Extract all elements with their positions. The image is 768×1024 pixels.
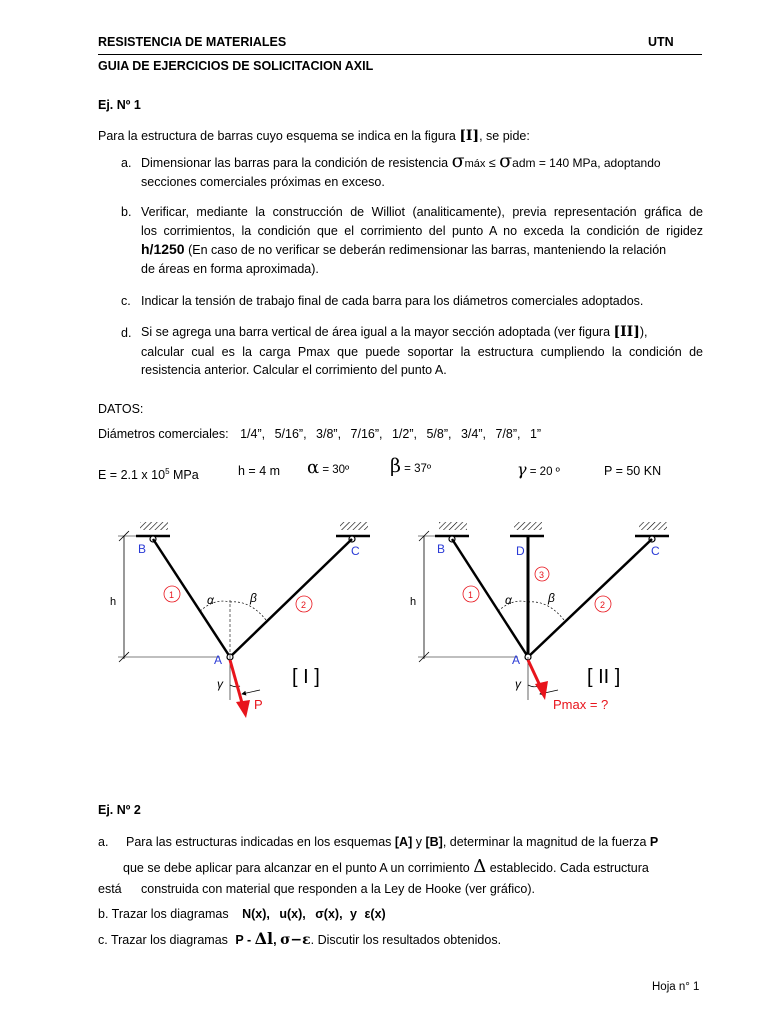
item-d-text1b: ),: [639, 325, 648, 339]
diametro-item: 7/8”,: [495, 427, 521, 441]
alpha-arc: [200, 601, 230, 611]
item-d-line3: resistencia anterior. Calcular el corrimiento del punto A.: [141, 363, 447, 377]
sigma-adm-symbol: σ: [499, 150, 513, 172]
ex2-item-a-line3: construida con material que responden a la Ley de Hooke (ver gráfico).: [141, 882, 535, 896]
diagram-N: N(x),: [242, 907, 270, 921]
intro-end: , se pide:: [479, 129, 530, 143]
sigma-max-symbol: σ: [451, 150, 465, 172]
diametro-item: 3/8”,: [316, 427, 342, 441]
item-a-line2: secciones comerciales próximas en exceso.: [141, 175, 385, 189]
diametro-item: 1”: [529, 427, 542, 441]
figure-I: [100, 515, 390, 725]
scheme-A-ref: [A]: [394, 835, 413, 849]
leq-symbol: ≤: [485, 156, 500, 170]
ex2-item-a-marker: a.: [98, 835, 109, 849]
item-d-line2: calcular cual es la carga Pmax que puede soportar la estructura cumpliendo la condición de: [141, 345, 703, 359]
intro-text: Para la estructura de barras cuyo esquema se indica en la figura: [98, 129, 460, 143]
load-label: P: [254, 697, 263, 712]
alpha-arc: [498, 601, 528, 611]
diametro-item: 1/4”,: [240, 427, 266, 441]
item-b-text3: (En caso de no verificar se deberán redimensionar las barras, manteniendo la relación: [184, 243, 667, 257]
item-a-text: Dimensionar las barras para la condición de resistencia: [141, 156, 452, 170]
label-C: C: [351, 544, 360, 558]
rigidity-condition: h/1250: [141, 241, 185, 257]
item-d-marker: d.: [121, 326, 132, 340]
ex2-item-c: [98, 929, 501, 950]
bar-2-number: 2: [301, 600, 307, 610]
ex2-c-end: . Discutir los resultados obtenidos.: [310, 933, 502, 947]
ex2-c-comma: ,: [273, 933, 281, 947]
diametro-item: 5/8”,: [426, 427, 452, 441]
sigma-adm-value: adm = 140 MPa, adoptando: [512, 156, 661, 170]
exercise-2-title: Ej. Nº 2: [98, 803, 141, 817]
ex2-item-b: [98, 905, 386, 924]
label-C: C: [651, 544, 660, 558]
label-A: A: [512, 653, 521, 667]
gamma-value: [517, 460, 560, 482]
ex2-a-text2: , determinar la magnitud de la fuerza: [442, 835, 650, 849]
sigma-max-sub: máx: [464, 158, 486, 170]
exercise-1-intro: [98, 127, 530, 146]
label-h: h: [410, 596, 417, 608]
diagram-sigma-epsilon: σ−ε: [280, 932, 311, 948]
diametro-item: 1/2”,: [391, 427, 417, 441]
alpha-symbol: α: [307, 457, 320, 478]
beta-number: = 37º: [400, 463, 432, 475]
modulus-label: E = 2.1 x 10: [98, 468, 166, 483]
label-B: B: [437, 542, 446, 556]
figure-ref-II: [II]: [613, 324, 640, 340]
item-b-marker: b.: [121, 205, 132, 219]
label-h: h: [110, 596, 117, 608]
scheme-B-ref: [B]: [425, 835, 443, 849]
figure-II: [400, 515, 700, 725]
figure-I-label: [ I ]: [292, 666, 320, 688]
diametro-item: 5/16”,: [274, 427, 307, 441]
ex2-item-a-line2: [123, 857, 649, 878]
diametros-row: [98, 425, 541, 444]
diagram-u: u(x),: [279, 907, 306, 921]
bar-2: [528, 539, 652, 657]
ex2-a-line2-pre: que se debe aplicar para alcanzar en el punto A un corrimiento: [123, 861, 474, 875]
beta-label: β: [250, 591, 257, 605]
ex2-b-text: b. Trazar los diagramas: [98, 907, 229, 921]
guide-title: GUIA DE EJERCICIOS DE SOLICITACION AXIL: [98, 59, 374, 73]
page-number: Hoja n° 1: [652, 981, 700, 993]
label-B: B: [138, 542, 147, 556]
item-c-text: Indicar la tensión de trabajo final de cada barra para los diámetros comerciales adoptados.: [141, 294, 644, 308]
item-d-text1: Si se agrega una barra vertical de área igual a la mayor sección adoptada (ver figura: [141, 325, 614, 339]
item-c-marker: c.: [121, 294, 131, 308]
ex2-a-line2-post: establecido. Cada estructura: [486, 861, 649, 875]
bar-3-number: 3: [539, 570, 545, 580]
load-label: Pmax = ?: [553, 697, 609, 712]
label-D: D: [516, 544, 525, 558]
alpha-value: [307, 458, 349, 480]
diagram-epsilon: ε(x): [364, 907, 386, 921]
diametro-item: 3/4”,: [460, 427, 486, 441]
load-arrow-head: [535, 681, 548, 700]
institution-label: UTN: [648, 35, 674, 49]
ex2-c-text: c. Trazar los diagramas: [98, 933, 228, 947]
modulus-value: [98, 462, 199, 485]
ex2-b-and: y: [350, 907, 357, 921]
ex2-a-text1: Para las estructuras indicadas en los esquemas: [126, 835, 395, 849]
ex2-item-a-line1: [126, 833, 658, 852]
alpha-number: = 30º: [319, 464, 350, 476]
bar-1-number: 1: [169, 590, 175, 600]
beta-arc: [528, 602, 564, 620]
diametros-label: Diámetros comerciales:: [98, 427, 229, 441]
load-arrow-head: [236, 700, 250, 718]
item-b-line1: Verificar, mediante la construcción de Williot (analiticamente), previa representación gráfica de: [141, 205, 703, 219]
gamma-number: = 20 º: [526, 466, 560, 478]
alpha-label: α: [505, 593, 512, 607]
item-b-line3: [141, 240, 703, 260]
beta-value: [390, 457, 431, 479]
exercise-1-title: Ej. Nº 1: [98, 98, 141, 112]
item-b-line2: los corrimientos, la condición que el corrimiento del punto A no exceda la condición de rigidez: [141, 224, 703, 238]
diagram-P: P -: [235, 933, 255, 947]
label-A: A: [214, 653, 223, 667]
beta-label: β: [548, 591, 555, 605]
h-value: h = 4 m: [238, 464, 281, 478]
delta-symbol: Δ: [473, 856, 487, 877]
diagram-delta-l: Δl: [254, 929, 274, 948]
beta-symbol: β: [390, 455, 401, 477]
load-value: P = 50 KN: [604, 464, 662, 478]
force-P: P: [649, 835, 659, 849]
diametro-item: 7/16”,: [350, 427, 383, 441]
item-a-marker: a.: [121, 156, 132, 170]
ex2-item-a-esta: está: [98, 882, 122, 896]
item-a-line1: [141, 152, 703, 174]
figure-ref-I: [I]: [459, 128, 480, 144]
bar-1: [153, 539, 230, 657]
bar-1-number: 1: [468, 590, 474, 600]
support-D: [510, 522, 544, 536]
datos-title: DATOS:: [98, 402, 144, 416]
support-C: [336, 522, 370, 542]
bar-2-number: 2: [600, 600, 606, 610]
figure-II-label: [ II ]: [587, 666, 621, 688]
gamma-label: γ: [515, 677, 521, 691]
beta-arc: [230, 602, 266, 620]
item-b-line4: de áreas en forma aproximada).: [141, 262, 319, 276]
ex2-a-and: y: [412, 835, 426, 849]
modulus-exponent: 5: [165, 467, 170, 476]
header-divider: [98, 54, 702, 55]
item-d-line1: [141, 323, 703, 342]
gamma-symbol: γ: [517, 460, 527, 479]
diagram-sigma: σ(x),: [315, 907, 343, 921]
alpha-label: α: [207, 593, 214, 607]
gamma-label: γ: [217, 677, 223, 691]
modulus-unit: MPa: [169, 468, 199, 483]
course-title: RESISTENCIA DE MATERIALES: [98, 35, 287, 49]
bar-2: [230, 539, 352, 657]
